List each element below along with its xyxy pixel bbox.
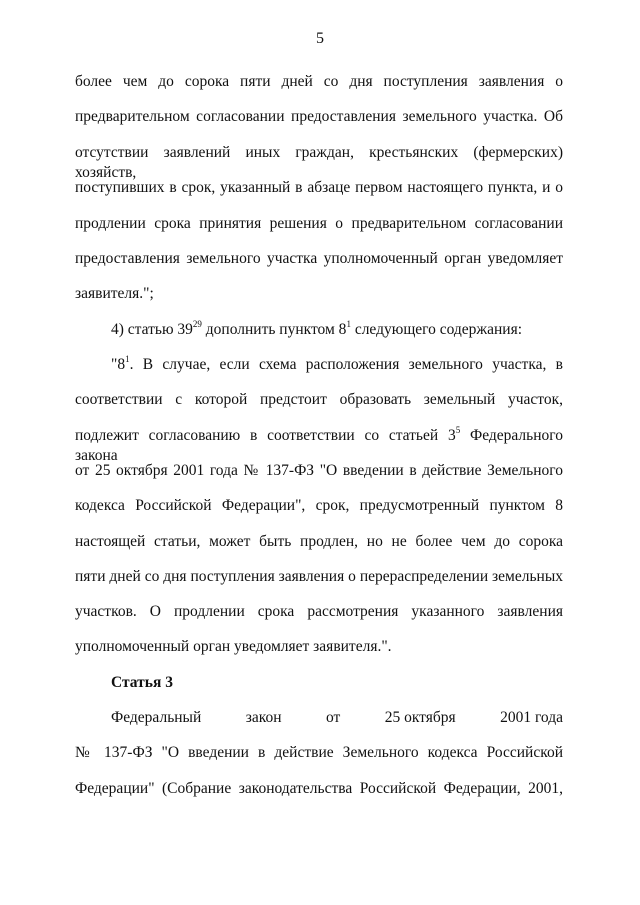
text-line: кодекса Российской Федерации", срок, предусмотренный пунктом 8: [75, 497, 563, 514]
item-4-line: 4) статью $39^{29}$ дополнить пунктом $8^1$ следующего содержания:: [111, 318, 523, 338]
text-line: более чем до сорока пяти дней со дня поступления заявления о: [75, 73, 563, 90]
text-line: уполномоченный орган уведомляет заявителя.".: [75, 638, 392, 655]
text-line: пяти дней со дня поступления заявления о перераспределении земельных: [75, 568, 563, 585]
text-line: Федеральный закон от 25 октября 2001 года: [111, 709, 563, 726]
point-8-1-line: "$8^1$. В случае, если схема расположения земельного участка, в: [111, 353, 563, 373]
text-line: предоставления земельного участка уполномоченный орган уведомляет: [75, 250, 563, 267]
text-line: от 25 октября 2001 года № 137-ФЗ "О введении в действие Земельного: [75, 462, 563, 479]
text-line: участков. О продлении срока рассмотрения указанного заявления: [75, 603, 563, 620]
text-line: подлежит согласованию в соответствии со статьей $3^5$ Федерального закона: [75, 424, 563, 464]
article-heading: Статья 3: [111, 674, 173, 691]
text-line: соответствии с которой предстоит образовать земельный участок,: [75, 391, 563, 408]
text-line: предварительном согласовании предоставления земельного участка. Об: [75, 108, 563, 125]
text-line: настоящей статьи, может быть продлен, но не более чем до сорока: [75, 533, 563, 550]
text-line: Федерации" (Собрание законодательства Российской Федерации, 2001,: [75, 780, 563, 797]
text-line: отсутствии заявлений иных граждан, крестьянских (фермерских) хозяйств,: [75, 144, 563, 181]
page-number: 5: [316, 30, 324, 47]
text-line: продлении срока принятия решения о предварительном согласовании: [75, 215, 563, 232]
text-line: поступивших в срок, указанный в абзаце первом настоящего пункта, и о: [75, 179, 563, 196]
text-line: заявителя.";: [75, 285, 154, 302]
text-line: № 137-ФЗ "О введении в действие Земельного кодекса Российской: [75, 744, 563, 761]
